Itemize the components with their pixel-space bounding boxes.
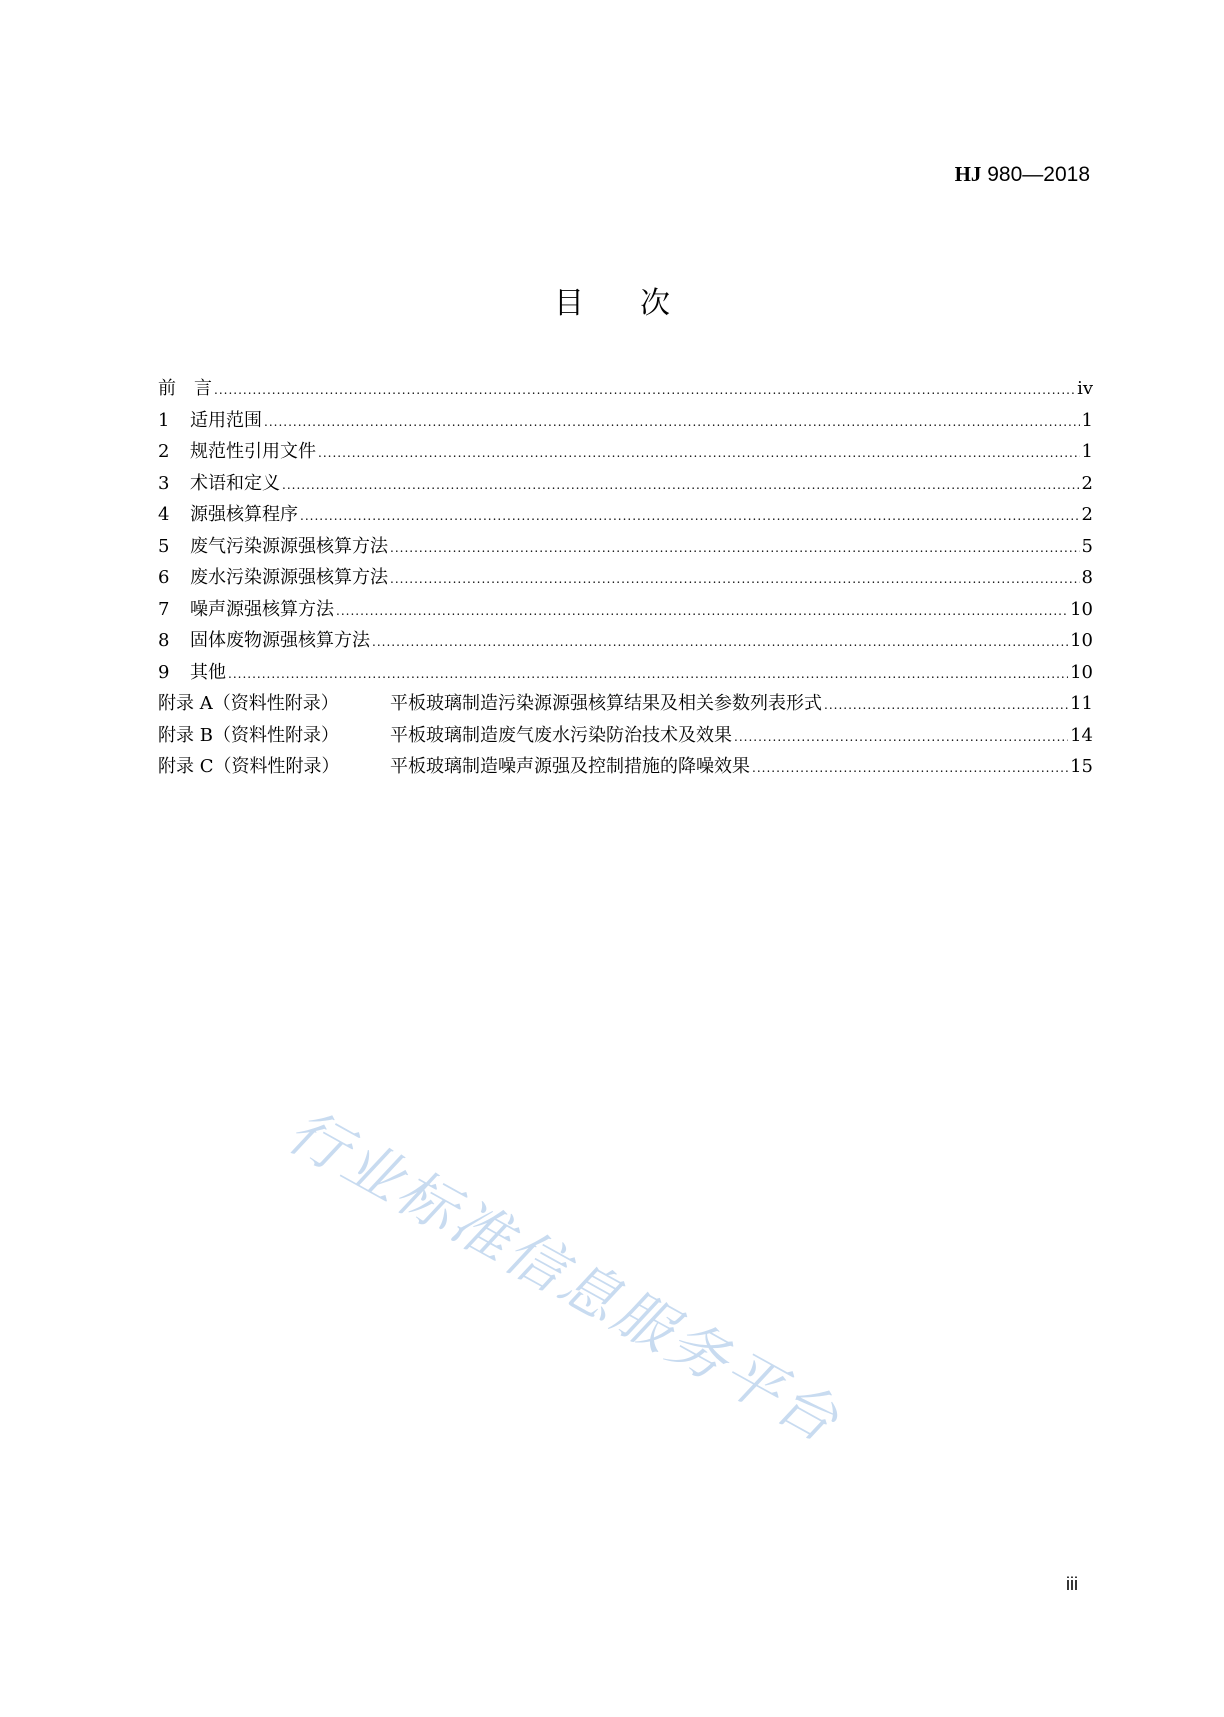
toc-entry-section-3[interactable] [158, 468, 1093, 500]
toc-entry-title: 前 言 [158, 378, 212, 399]
toc-entry-number: 7 [158, 598, 170, 620]
toc-entry-page: 10 [1070, 598, 1093, 620]
toc-entry-label [158, 531, 388, 563]
toc-entry-section-8[interactable] [158, 625, 1093, 657]
toc-entry-label [158, 405, 262, 437]
watermark: 行业标准信息服务平台 [276, 1096, 852, 1457]
toc-entry-number: 9 [158, 661, 170, 683]
toc-leader-dots [300, 501, 1080, 533]
toc-entry-appendix-a[interactable] [158, 688, 1093, 720]
toc-entry-label [158, 720, 732, 752]
toc-leader-dots [264, 407, 1080, 439]
toc-leader-dots [752, 753, 1068, 785]
toc-entry-number: 3 [158, 472, 170, 494]
toc-entry-page: 1 [1081, 441, 1093, 462]
toc-leader-dots [228, 659, 1068, 691]
toc-entry-label [158, 373, 212, 405]
toc-entry-title: 平板玻璃制造噪声源强及控制措施的降噪效果 [390, 756, 750, 777]
toc-entry-section-4[interactable] [158, 499, 1093, 531]
toc-entry-page: 1 [1081, 409, 1093, 431]
toc-entry-section-2[interactable] [158, 436, 1093, 468]
toc-entry-label [158, 625, 370, 657]
toc-entry-appendix-b[interactable] [158, 720, 1093, 752]
standard-code [955, 162, 1090, 187]
toc-entry-label [158, 657, 226, 689]
toc-entry-page: 15 [1070, 756, 1093, 777]
toc-leader-dots [390, 564, 1080, 596]
toc-entry-page: 14 [1070, 724, 1093, 746]
toc-entry-title: 噪声源强核算方法 [190, 598, 334, 620]
toc-entry-label [158, 562, 388, 594]
toc-entry-page: 2 [1081, 504, 1093, 525]
toc-entry-label [158, 436, 316, 468]
standard-number: 980—2018 [981, 163, 1090, 186]
toc-leader-dots [734, 722, 1068, 754]
appendix-tag: 附录 C（资料性附录） [158, 756, 340, 777]
toc-entry-title: 废水污染源源强核算方法 [190, 567, 388, 588]
toc-leader-dots [214, 375, 1075, 407]
toc-entry-section-7[interactable] [158, 594, 1093, 626]
toc-entry-label [158, 751, 750, 783]
toc-entry-foreword[interactable] [158, 373, 1093, 405]
page-number: iii [1066, 1574, 1078, 1594]
toc-entry-label [158, 594, 334, 626]
toc-entry-number: 2 [158, 441, 170, 462]
toc-entry-label [158, 688, 822, 720]
appendix-tag: 附录 A（资料性附录） [158, 693, 339, 714]
toc-entry-number: 5 [158, 535, 170, 557]
toc-entry-title: 适用范围 [190, 409, 262, 431]
toc-entry-number: 6 [158, 567, 170, 588]
toc-entry-title: 其他 [190, 661, 226, 683]
standard-prefix: HJ [954, 162, 982, 186]
toc-entry-title: 废气污染源源强核算方法 [190, 535, 388, 557]
toc-leader-dots [372, 627, 1068, 659]
appendix-tag: 附录 B（资料性附录） [158, 724, 339, 746]
toc-leader-dots [282, 470, 1080, 502]
toc-entry-label [158, 499, 298, 531]
toc-entry-title: 源强核算程序 [190, 504, 298, 525]
toc-list [158, 373, 1093, 783]
toc-entry-title: 规范性引用文件 [190, 441, 316, 462]
toc-entry-page: 10 [1070, 630, 1093, 651]
toc-entry-page: 10 [1070, 661, 1093, 683]
toc-entry-section-9[interactable] [158, 657, 1093, 689]
toc-entry-section-1[interactable] [158, 405, 1093, 437]
toc-entry-number: 8 [158, 630, 170, 651]
toc-entry-section-5[interactable] [158, 531, 1093, 563]
toc-entry-title: 固体废物源强核算方法 [190, 630, 370, 651]
toc-entry-title: 平板玻璃制造废气废水污染防治技术及效果 [390, 724, 732, 746]
toc-leader-dots [390, 533, 1080, 565]
toc-entry-section-6[interactable] [158, 562, 1093, 594]
toc-leader-dots [318, 438, 1080, 470]
toc-entry-page: iv [1077, 378, 1093, 399]
toc-entry-appendix-c[interactable] [158, 751, 1093, 783]
toc-leader-dots [336, 596, 1068, 628]
toc-leader-dots [824, 690, 1068, 722]
toc-entry-page: 11 [1070, 693, 1093, 714]
toc-entry-title: 平板玻璃制造污染源源强核算结果及相关参数列表形式 [390, 693, 822, 714]
toc-entry-number: 4 [158, 504, 170, 525]
toc-entry-page: 2 [1081, 472, 1093, 494]
toc-title: 目次 [554, 286, 726, 321]
toc-entry-label [158, 468, 280, 500]
toc-entry-page: 5 [1081, 535, 1093, 557]
toc-entry-title: 术语和定义 [190, 472, 280, 494]
toc-entry-number: 1 [158, 409, 170, 431]
toc-entry-page: 8 [1081, 567, 1093, 588]
